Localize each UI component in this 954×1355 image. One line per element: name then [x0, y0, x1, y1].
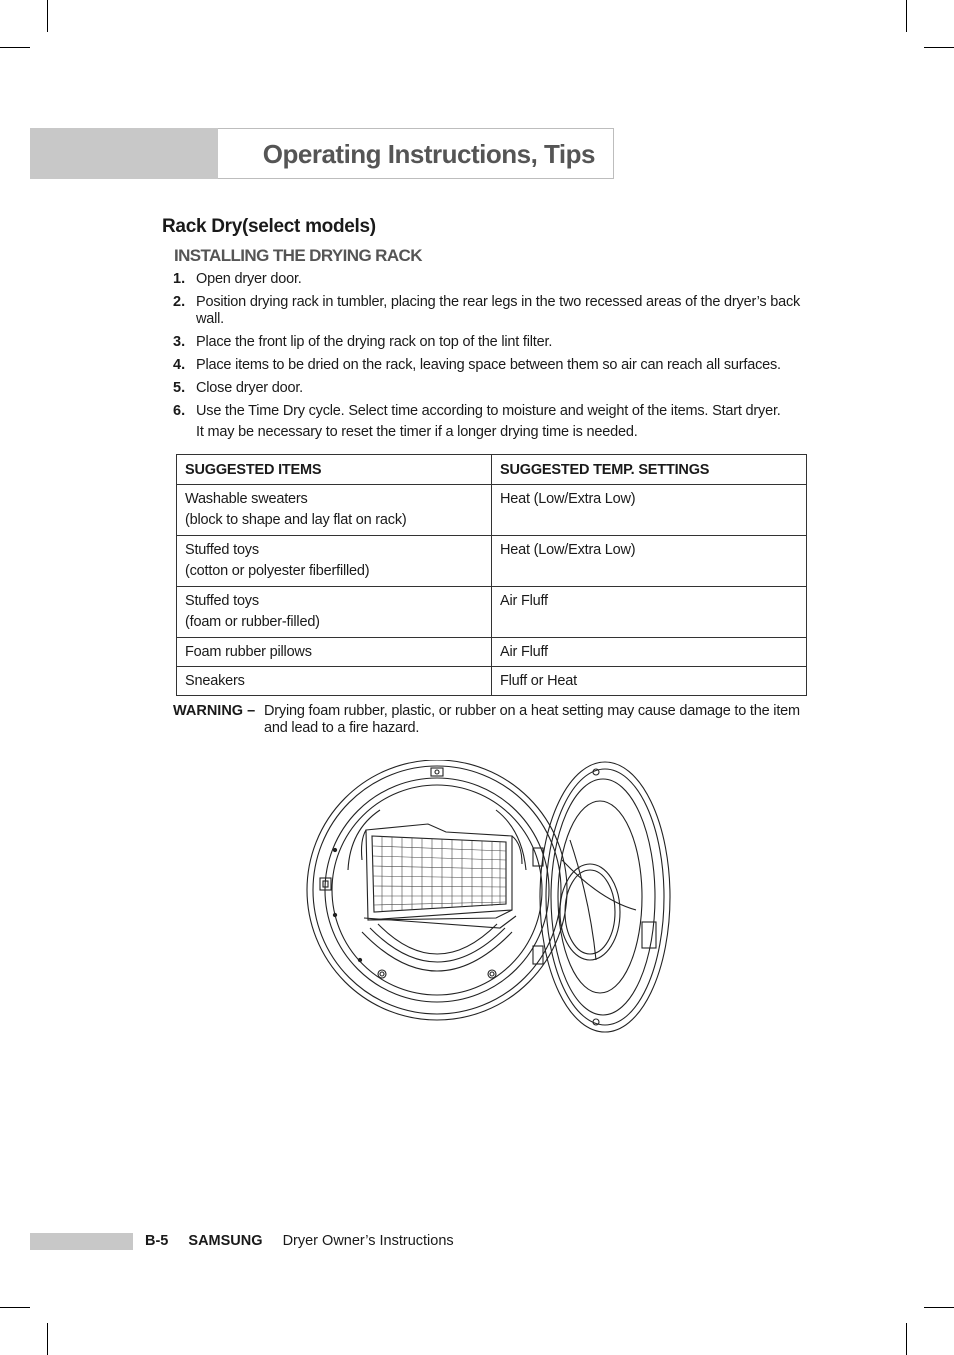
crop-mark [47, 0, 48, 32]
crop-mark [0, 1307, 30, 1308]
dryer-rack-illustration [300, 760, 680, 1040]
setting-cell: Heat (Low/Extra Low) [492, 536, 807, 587]
warning-note [173, 703, 818, 737]
step-text: Position drying rack in tumbler, placing the rear legs in the two recessed areas of the dryer’s back wall. [196, 294, 801, 327]
item-detail: (block to shape and lay flat on rack) [185, 512, 407, 528]
table-row [177, 638, 807, 667]
item-name: Washable sweaters [185, 491, 308, 507]
crop-mark [47, 1323, 48, 1355]
setting-cell: Air Fluff [492, 587, 807, 638]
subsection-title: INSTALLING THE DRYING RACK [174, 246, 422, 265]
crop-mark [906, 1323, 907, 1355]
table-row [177, 536, 807, 587]
step-number: 3. [173, 334, 186, 350]
page-title: Operating Instructions, Tips [262, 139, 595, 169]
warning-label: WARNING – [173, 703, 256, 719]
step-item [173, 294, 813, 328]
step-item [173, 271, 813, 288]
step-item [173, 380, 813, 397]
step-number: 6. [173, 403, 186, 419]
crop-mark [0, 47, 30, 48]
column-header-settings: SUGGESTED TEMP. SETTINGS [492, 455, 807, 485]
item-cell: Sneakers [177, 667, 492, 696]
setting-cell: Fluff or Heat [492, 667, 807, 696]
step-number: 1. [173, 271, 186, 287]
item-cell [177, 485, 492, 536]
item-name: Stuffed toys [185, 542, 259, 558]
table-header-row [177, 455, 807, 485]
step-text: Use the Time Dry cycle. Select time according to moisture and weight of the items. Start dryer. [196, 403, 781, 419]
item-detail: (foam or rubber-filled) [185, 614, 320, 630]
setting-cell: Air Fluff [492, 638, 807, 667]
step-number: 5. [173, 380, 186, 396]
step-item [173, 357, 813, 374]
item-detail: (cotton or polyester fiberfilled) [185, 563, 370, 579]
section-title: Rack Dry(select models) [162, 216, 376, 237]
step-item [173, 403, 813, 420]
table-row [177, 587, 807, 638]
table-row [177, 485, 807, 536]
header-accent-bar [30, 128, 218, 179]
item-cell [177, 536, 492, 587]
brand-name: SAMSUNG [188, 1233, 263, 1249]
step-note: It may be necessary to reset the timer if a longer drying time is needed. [196, 424, 638, 440]
document-title: Dryer Owner’s Instructions [282, 1233, 454, 1249]
step-number: 2. [173, 294, 186, 310]
step-item [173, 334, 813, 351]
warning-text: Drying foam rubber, plastic, or rubber on a heat setting may cause damage to the item and lead to a fire hazard. [264, 703, 800, 736]
footer-accent-bar [30, 1233, 133, 1250]
item-cell [177, 587, 492, 638]
step-text: Place the front lip of the drying rack on top of the lint filter. [196, 334, 553, 350]
step-text: Open dryer door. [196, 271, 302, 287]
setting-cell: Heat (Low/Extra Low) [492, 485, 807, 536]
step-number: 4. [173, 357, 186, 373]
crop-mark [924, 1307, 954, 1308]
instruction-steps [173, 271, 813, 441]
page-header [218, 128, 614, 179]
page-footer [145, 1233, 454, 1249]
column-header-items: SUGGESTED ITEMS [177, 455, 492, 485]
page-number: B-5 [145, 1233, 169, 1249]
step-text: Place items to be dried on the rack, leaving space between them so air can reach all surfaces. [196, 357, 781, 373]
table-row [177, 667, 807, 696]
item-name: Stuffed toys [185, 593, 259, 609]
item-cell: Foam rubber pillows [177, 638, 492, 667]
crop-mark [924, 47, 954, 48]
suggested-settings-table [176, 454, 807, 696]
step-text: Close dryer door. [196, 380, 304, 396]
crop-mark [906, 0, 907, 32]
